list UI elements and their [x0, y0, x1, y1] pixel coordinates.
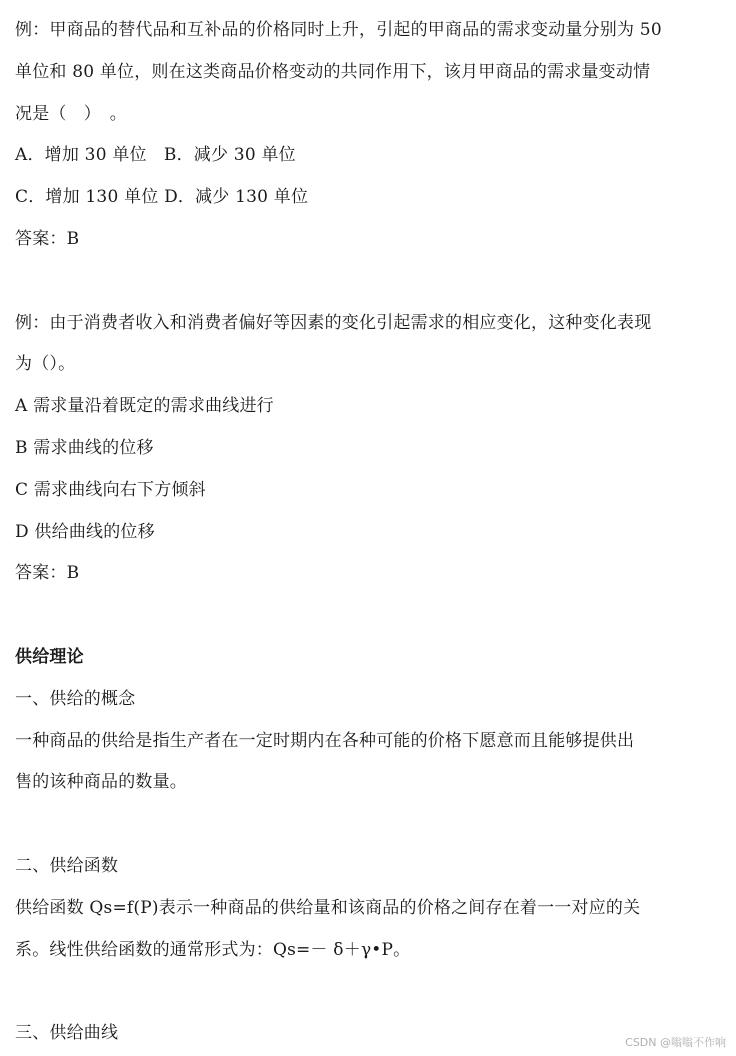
section1-title: 一、供给的概念 — [15, 688, 136, 709]
example2-option-c: C 需求曲线向右下方倾斜 — [15, 479, 206, 500]
section2-text-line-1: 供给函数 Qs=f(P)表示一种商品的供给量和该商品的价格之间存在着一一对应的关 — [15, 897, 641, 918]
example2-option-d: D 供给曲线的位移 — [15, 521, 155, 542]
example2-option-a: A 需求量沿着既定的需求曲线进行 — [15, 396, 274, 417]
spacer — [15, 261, 715, 303]
document-body — [15, 10, 715, 1055]
example1-question-line-3: 况是（ ） 。 — [15, 103, 127, 124]
example2-answer: 答案：B — [15, 563, 80, 584]
section3-title: 三、供给曲线 — [15, 1023, 119, 1044]
supply-theory-heading: 供给理论 — [15, 646, 84, 667]
section1-text-line-1: 一种商品的供给是指生产者在一定时期内在各种可能的价格下愿意而且能够提供出 — [15, 730, 635, 751]
section2-text-line-2: 系。线性供给函数的通常形式为：Qs=－ δ＋γ•P。 — [15, 939, 411, 960]
example2-question-line-1: 例：由于消费者收入和消费者偏好等因素的变化引起需求的相应变化，这种变化表现 — [15, 312, 652, 333]
section1-text-line-2: 售的该种商品的数量。 — [15, 772, 187, 793]
spacer — [15, 595, 715, 637]
example1-options-ab: A．增加 30 单位 B．减少 30 单位 — [15, 145, 296, 166]
example1-answer: 答案：B — [15, 228, 80, 249]
example1-question-line-2: 单位和 80 单位，则在这类商品价格变动的共同作用下，该月甲商品的需求量变动情 — [15, 61, 651, 82]
example1-question-line-1: 例：甲商品的替代品和互补品的价格同时上升，引起的甲商品的需求变动量分别为 50 — [15, 20, 662, 40]
example1-options-cd: C．增加 130 单位 D．减少 130 单位 — [15, 187, 309, 208]
section2-title: 二、供给函数 — [15, 855, 119, 876]
spacer — [15, 971, 715, 1013]
example2-option-b: B 需求曲线的位移 — [15, 437, 154, 458]
csdn-watermark: CSDN @嗡嗡不作响 — [625, 1036, 726, 1049]
example2-question-line-2: 为（）。 — [15, 354, 76, 375]
spacer — [15, 804, 715, 846]
